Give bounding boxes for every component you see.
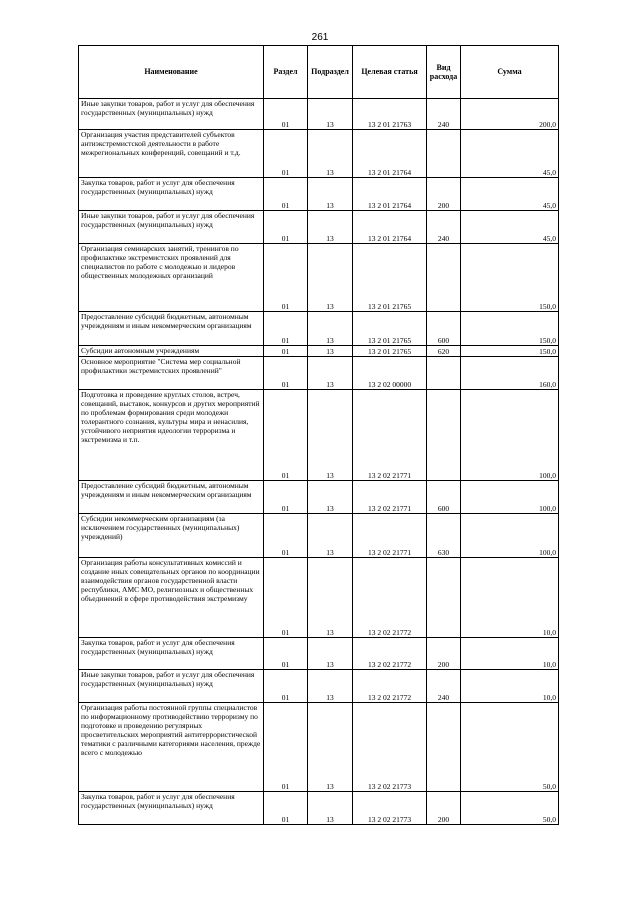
table-row: [79, 346, 559, 357]
table-row: [79, 130, 559, 178]
cell-subsection: 13: [308, 670, 353, 703]
cell-section: 01: [264, 670, 308, 703]
cell-section: 01: [264, 244, 308, 312]
cell-target: 13 2 02 21772: [353, 670, 427, 703]
cell-amount: 45,0: [461, 211, 559, 244]
cell-subsection: 13: [308, 481, 353, 514]
table-row: [79, 638, 559, 670]
table-row: [79, 390, 559, 481]
table-row: [79, 670, 559, 703]
cell-expense-type: [427, 390, 461, 481]
cell-target: 13 2 02 21771: [353, 390, 427, 481]
cell-subsection: 13: [308, 244, 353, 312]
cell-expense-type: 630: [427, 514, 461, 558]
cell-amount: 50,0: [461, 703, 559, 792]
cell-subsection: 13: [308, 390, 353, 481]
cell-target: 13 2 01 21764: [353, 130, 427, 178]
cell-section: 01: [264, 357, 308, 390]
cell-amount: 100,0: [461, 390, 559, 481]
header-subsection: Подраздел: [308, 46, 353, 99]
cell-name: Организация работы постоянной группы специалистов по информационному противодействию терроризму по подготовке и проведению регулярных просветительских мероприятий антитеррористической тематики с различными категориями населения, прежде всего с молодежью: [79, 703, 264, 792]
cell-target: 13 2 02 21772: [353, 558, 427, 638]
header-name: Наименование: [79, 46, 264, 99]
cell-amount: 45,0: [461, 178, 559, 211]
header-amount: Сумма: [461, 46, 559, 99]
page-number: 261: [311, 32, 329, 43]
cell-amount: 160,0: [461, 357, 559, 390]
cell-section: 01: [264, 130, 308, 178]
header-section: Раздел: [264, 46, 308, 99]
budget-table: [78, 45, 559, 825]
cell-expense-type: [427, 130, 461, 178]
header-row: [79, 46, 559, 99]
cell-name: Подготовка и проведение круглых столов, встреч, совещаний, выставок, конкурсов и других мероприятий по проблемам формирования среди молодежи толерантного сознания, культуры мира и ненасилия, устойчивого неприятия идеологии терроризма и экстремизма и т.п.: [79, 390, 264, 481]
cell-section: 01: [264, 390, 308, 481]
cell-section: 01: [264, 346, 308, 357]
cell-amount: 150,0: [461, 346, 559, 357]
cell-amount: 100,0: [461, 481, 559, 514]
cell-name: Иные закупки товаров, работ и услуг для обеспечения государственных (муниципальных) нужд: [79, 211, 264, 244]
table-row: [79, 558, 559, 638]
cell-section: 01: [264, 558, 308, 638]
table-row: [79, 211, 559, 244]
cell-target: 13 2 02 21771: [353, 514, 427, 558]
cell-subsection: 13: [308, 638, 353, 670]
cell-section: 01: [264, 703, 308, 792]
cell-target: 13 2 01 21764: [353, 178, 427, 211]
table-row: [79, 312, 559, 346]
cell-subsection: 13: [308, 130, 353, 178]
cell-amount: 45,0: [461, 130, 559, 178]
cell-subsection: 13: [308, 99, 353, 130]
cell-expense-type: 200: [427, 178, 461, 211]
cell-name: Основное мероприятие "Система мер социальной профилактики экстремистских проявлений": [79, 357, 264, 390]
cell-amount: 150,0: [461, 244, 559, 312]
table-row: [79, 357, 559, 390]
cell-subsection: 13: [308, 357, 353, 390]
cell-name: Иные закупки товаров, работ и услуг для обеспечения государственных (муниципальных) нужд: [79, 670, 264, 703]
cell-subsection: 13: [308, 703, 353, 792]
cell-expense-type: 240: [427, 211, 461, 244]
cell-expense-type: 240: [427, 99, 461, 130]
cell-subsection: 13: [308, 792, 353, 825]
cell-amount: 10,0: [461, 558, 559, 638]
cell-expense-type: [427, 703, 461, 792]
table-row: [79, 99, 559, 130]
cell-expense-type: [427, 558, 461, 638]
cell-amount: 10,0: [461, 638, 559, 670]
cell-target: 13 2 01 21763: [353, 99, 427, 130]
cell-target: 13 2 02 00000: [353, 357, 427, 390]
cell-expense-type: 240: [427, 670, 461, 703]
cell-expense-type: [427, 357, 461, 390]
table-row: [79, 514, 559, 558]
cell-subsection: 13: [308, 558, 353, 638]
cell-name: Предоставление субсидий бюджетным, автономным учреждениям и иным некоммерческим организациям: [79, 312, 264, 346]
table-row: [79, 792, 559, 825]
cell-expense-type: 600: [427, 312, 461, 346]
cell-target: 13 2 02 21773: [353, 703, 427, 792]
cell-section: 01: [264, 178, 308, 211]
cell-target: 13 2 01 21765: [353, 312, 427, 346]
cell-target: 13 2 02 21772: [353, 638, 427, 670]
cell-section: 01: [264, 211, 308, 244]
cell-section: 01: [264, 638, 308, 670]
cell-section: 01: [264, 481, 308, 514]
cell-subsection: 13: [308, 346, 353, 357]
cell-target: 13 2 01 21765: [353, 244, 427, 312]
cell-expense-type: 200: [427, 638, 461, 670]
header-expense-type: Вид расхода: [427, 46, 461, 99]
cell-section: 01: [264, 514, 308, 558]
cell-section: 01: [264, 99, 308, 130]
cell-subsection: 13: [308, 211, 353, 244]
cell-target: 13 2 01 21765: [353, 346, 427, 357]
cell-amount: 50,0: [461, 792, 559, 825]
cell-amount: 200,0: [461, 99, 559, 130]
cell-section: 01: [264, 792, 308, 825]
header-target: Целевая статья: [353, 46, 427, 99]
cell-name: Закупка товаров, работ и услуг для обеспечения государственных (муниципальных) нужд: [79, 792, 264, 825]
cell-subsection: 13: [308, 178, 353, 211]
cell-target: 13 2 01 21764: [353, 211, 427, 244]
cell-name: Организация семинарских занятий, тренингов по профилактике экстремистских проявлений для специалистов по работе с молодежью и лидеров общественных молодежных организаций: [79, 244, 264, 312]
cell-name: Субсидии некоммерческим организациям (за исключением государственных (муниципальных) учреждений): [79, 514, 264, 558]
cell-name: Субсидии автономным учреждениям: [79, 346, 264, 357]
cell-expense-type: 600: [427, 481, 461, 514]
cell-name: Предоставление субсидий бюджетным, автономным учреждениям и иным некоммерческим организациям: [79, 481, 264, 514]
cell-expense-type: [427, 244, 461, 312]
table-row: [79, 703, 559, 792]
cell-amount: 150,0: [461, 312, 559, 346]
table-row: [79, 481, 559, 514]
cell-subsection: 13: [308, 312, 353, 346]
cell-name: Закупка товаров, работ и услуг для обеспечения государственных (муниципальных) нужд: [79, 178, 264, 211]
cell-name: Иные закупки товаров, работ и услуг для обеспечения государственных (муниципальных) нужд: [79, 99, 264, 130]
cell-amount: 100,0: [461, 514, 559, 558]
cell-target: 13 2 02 21773: [353, 792, 427, 825]
cell-section: 01: [264, 312, 308, 346]
cell-name: Закупка товаров, работ и услуг для обеспечения государственных (муниципальных) нужд: [79, 638, 264, 670]
cell-expense-type: 200: [427, 792, 461, 825]
table-row: [79, 244, 559, 312]
table-row: [79, 178, 559, 211]
cell-amount: 10,0: [461, 670, 559, 703]
cell-name: Организация участия представителей субъектов антиэкстремистской деятельности в работе межрегиональных конференций, совещаний и т.д.: [79, 130, 264, 178]
cell-target: 13 2 02 21771: [353, 481, 427, 514]
cell-name: Организация работы консультативных комиссий и создание иных совещательных органов по координации взаимодействия органов государственной власти республики, АМС МО, религиозных и общественных объединений в сфере противодействия экстремизму: [79, 558, 264, 638]
cell-subsection: 13: [308, 514, 353, 558]
cell-expense-type: 620: [427, 346, 461, 357]
